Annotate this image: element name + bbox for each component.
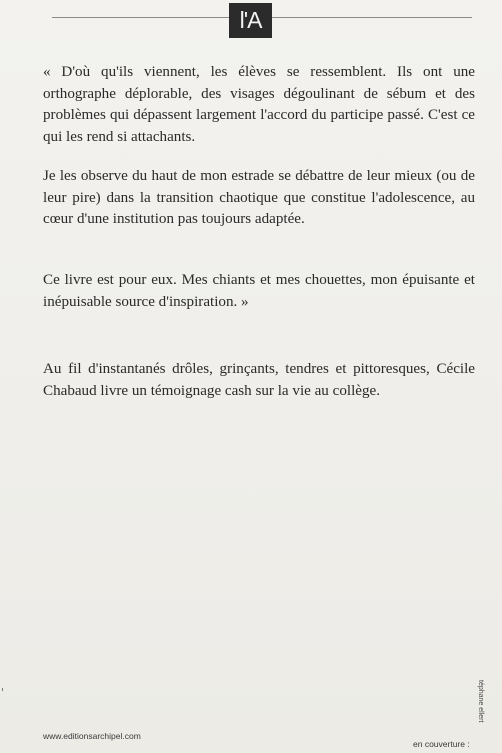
publisher-logo-text: l'A	[239, 7, 262, 33]
blurb-summary: Au fil d'instantanés drôles, grinçants, tendres et pittoresques, Cécile Chabaud livre un témoignage cash sur la vie au collège.	[43, 361, 475, 399]
blurb-paragraph-1: « D'où qu'ils viennent, les élèves se ressemblent. Ils ont une orthographe déplorable, des visages dégoulinant de sébum et des problèmes qui dépassent largement l'accord du participe passé. C'est ce qui les rend si attachants.	[43, 64, 475, 145]
publisher-website: www.editionsarchipel.com	[43, 731, 141, 741]
blurb-paragraph-2: Je les observe du haut de mon estrade se débattre de leur mieux (ou de leur pire) dans la transition chaotique que constitue l'adolescence, au cœur d'une institution pas toujours adaptée.	[43, 168, 475, 227]
cover-credit-label: en couverture :	[413, 739, 470, 749]
blurb-paragraph-3: Ce livre est pour eux. Mes chiants et mes chouettes, mon épuisante et inépuisable source d'inspiration. »	[43, 272, 475, 310]
photo-credit-vertical: téphane ellert	[477, 680, 484, 723]
print-speck	[2, 688, 3, 691]
publisher-logo	[229, 3, 272, 38]
